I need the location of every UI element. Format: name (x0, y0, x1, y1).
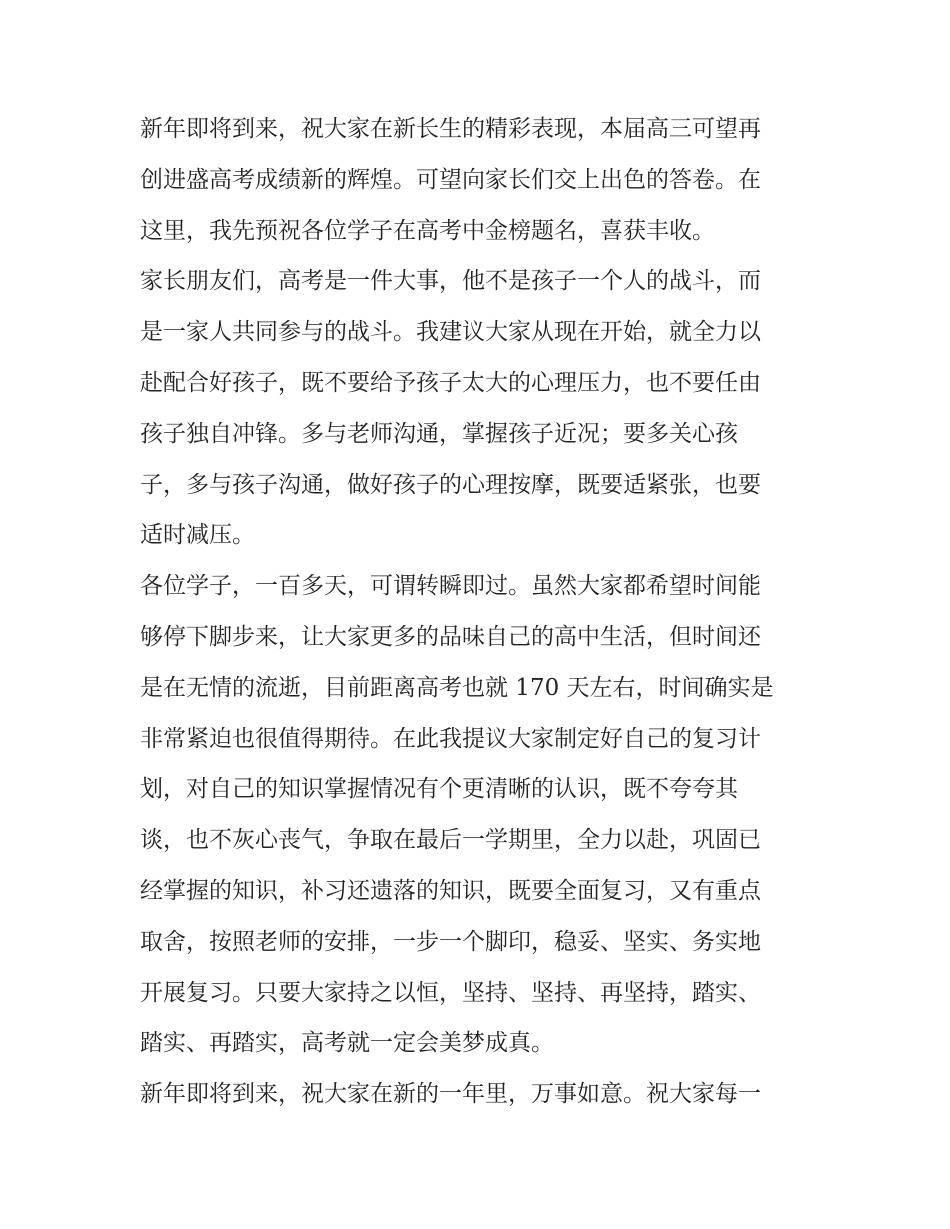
text-line-19: 踏实、再踏实，高考就一定会美梦成真。 (140, 1030, 554, 1057)
text-line-17: 取舍，按照老师的安排，一步一个脚印，稳妥、坚实、务实地 (140, 928, 761, 955)
text-line-10: 各位学子，一百多天，可谓转瞬即过。虽然大家都希望时间能 (140, 573, 761, 600)
text-line-1: 新年即将到来，祝大家在新长生的精彩表现，本届高三可望再 (140, 116, 761, 142)
text-line-11: 够停下脚步来，让大家更多的品味自己的高中生活，但时间还 (140, 623, 761, 650)
text-line-5: 是一家人共同参与的战斗。我建议大家从现在开始，就全力以 (140, 319, 761, 346)
text-line-9: 适时减压。 (140, 522, 255, 549)
text-line-6: 赴配合好孩子，既不要给予孩子太大的心理压力，也不要任由 (140, 369, 761, 396)
text-line-12: 是在无情的流逝，目前距离高考也就 170 天左右，时间确实是 (140, 674, 774, 701)
text-line-13: 非常紧迫也很值得期待。在此我提议大家制定好自己的复习计 (140, 725, 761, 752)
text-line-4: 家长朋友们，高考是一件大事，他不是孩子一个人的战斗，而 (140, 268, 761, 295)
text-line-16: 经掌握的知识，补习还遗落的知识，既要全面复习，又有重点 (140, 877, 761, 904)
text-line-7: 孩子独自冲锋。多与老师沟通，掌握孩子近况；要多关心孩 (140, 420, 738, 447)
text-line-2: 创进盛高考成绩新的辉煌。可望向家长们交上出色的答卷。在 (140, 166, 761, 193)
text-line-20: 新年即将到来，祝大家在新的一年里，万事如意。祝大家每一 (140, 1081, 761, 1108)
text-line-18: 开展复习。只要大家持之以恒，坚持、坚持、再坚持，踏实、 (140, 979, 761, 1006)
text-line-8: 子，多与孩子沟通，做好孩子的心理按摩，既要适紧张，也要 (140, 471, 761, 498)
text-line-15: 谈，也不灰心丧气，争取在最后一学期里，全力以赴，巩固已 (140, 827, 761, 854)
text-line-14: 划，对自己的知识掌握情况有个更清晰的认识，既不夸夸其 (140, 776, 738, 803)
text-line-3: 这里，我先预祝各位学子在高考中金榜题名，喜获丰收。 (140, 217, 715, 244)
document-body (140, 104, 812, 1120)
